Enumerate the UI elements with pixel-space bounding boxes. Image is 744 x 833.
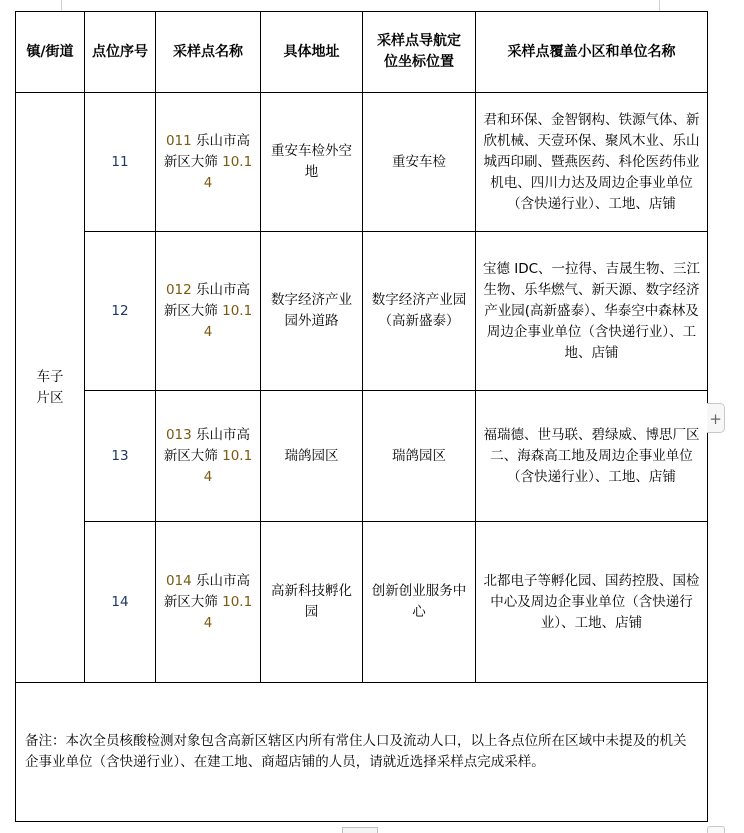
nav-location-cell <box>363 232 476 391</box>
site-name-cell <box>156 232 261 391</box>
seq-value: 12 <box>111 302 129 319</box>
table-row <box>16 522 708 683</box>
coverage-cell <box>476 522 708 683</box>
address-cell <box>261 522 363 683</box>
sampling-sites-table <box>15 11 708 822</box>
table-resize-handle[interactable] <box>707 826 725 833</box>
table-row <box>16 391 708 522</box>
nav-location-value: 数字经济产业园（高新盛泰） <box>371 292 467 329</box>
header-site-name: 采样点名称 <box>156 12 261 93</box>
address-value: 数字经济产业园外道路 <box>271 292 352 329</box>
add-row-handle[interactable] <box>342 827 378 833</box>
header-town: 镇/街道 <box>16 12 85 93</box>
address-cell <box>261 93 363 232</box>
coverage-value: 宝德 IDC、一拉得、吉晟生物、三江生物、乐华燃气、新天源、数字经济产业园(高新盛泰）、华泰空中森林及周边企事业单位（含快递行业）、工地、店铺 <box>482 260 701 361</box>
nav-location-value: 创新创业服务中心 <box>371 583 467 620</box>
site-name: 乐山市高新区大筛 <box>163 132 251 170</box>
coverage-value: 北都电子等孵化园、国药控股、国检中心及周边企事业单位（含快递行业）、工地、店铺 <box>483 572 700 631</box>
header-seq: 点位序号 <box>85 12 156 93</box>
coverage-cell <box>476 93 708 232</box>
header-coverage: 采样点覆盖小区和单位名称 <box>476 12 708 93</box>
town-value: 车子片区 <box>36 368 64 406</box>
header-address: 具体地址 <box>261 12 363 93</box>
page-margin-line <box>61 0 62 11</box>
header-row <box>16 12 708 93</box>
address-value: 瑞鸽园区 <box>284 447 339 464</box>
seq-cell <box>85 391 156 522</box>
note-text: 备注：本次全员核酸检测对象包含高新区辖区内所有常住人口及流动人口，以上各点位所在区域中未提及的机关企事业单位（含快递行业）、在建工地、商超店铺的人员，请就近选择采样点完成采样。 <box>25 733 687 770</box>
site-name: 乐山市高新区大筛 <box>163 281 251 319</box>
seq-cell <box>85 522 156 683</box>
site-name: 乐山市高新区大筛 <box>163 572 251 610</box>
page-margin-line <box>659 0 660 11</box>
site-code: 012 <box>165 281 192 298</box>
seq-value: 14 <box>111 593 129 610</box>
address-cell <box>261 232 363 391</box>
town-cell <box>16 93 85 683</box>
table-row <box>16 93 708 232</box>
nav-location-value: 瑞鸽园区 <box>392 447 446 464</box>
note-cell <box>16 683 708 822</box>
site-date: 10.14 <box>203 593 253 631</box>
coverage-cell <box>476 391 708 522</box>
site-code: 011 <box>165 132 192 149</box>
seq-cell <box>85 232 156 391</box>
site-name-cell <box>156 522 261 683</box>
seq-cell <box>85 93 156 232</box>
coverage-cell <box>476 232 708 391</box>
site-date: 10.14 <box>203 447 253 485</box>
note-row <box>16 683 708 822</box>
header-nav-location: 采样点导航定位坐标位置 <box>363 12 476 93</box>
site-code: 013 <box>165 426 192 443</box>
site-name-cell <box>156 93 261 232</box>
site-code: 014 <box>165 572 192 589</box>
nav-location-cell <box>363 522 476 683</box>
address-cell <box>261 391 363 522</box>
seq-value: 13 <box>111 447 129 464</box>
nav-location-cell <box>363 391 476 522</box>
add-column-button[interactable] <box>707 403 725 433</box>
address-value: 重安车检外空地 <box>271 143 352 180</box>
coverage-value: 福瑞德、世马联、碧绿威、博思厂区二、海森高工地及周边企事业单位（含快递行业）、工地、店铺 <box>483 426 700 485</box>
nav-location-cell <box>363 93 476 232</box>
address-value: 高新科技孵化园 <box>271 583 352 620</box>
site-name: 乐山市高新区大筛 <box>163 426 251 464</box>
table-row <box>16 232 708 391</box>
site-date: 10.14 <box>203 153 253 191</box>
plus-icon: + <box>709 410 722 428</box>
coverage-value: 君和环保、金智钢构、铁源气体、新欣机械、天壹环保、聚风木业、乐山城西印刷、暨燕医药、科伦医药伟业机电、四川力达及周边企事业单位（含快递行业）、工地、店铺 <box>483 111 700 212</box>
site-date: 10.14 <box>203 302 253 340</box>
nav-location-value: 重安车检 <box>392 153 446 170</box>
seq-value: 11 <box>111 153 129 170</box>
site-name-cell <box>156 391 261 522</box>
